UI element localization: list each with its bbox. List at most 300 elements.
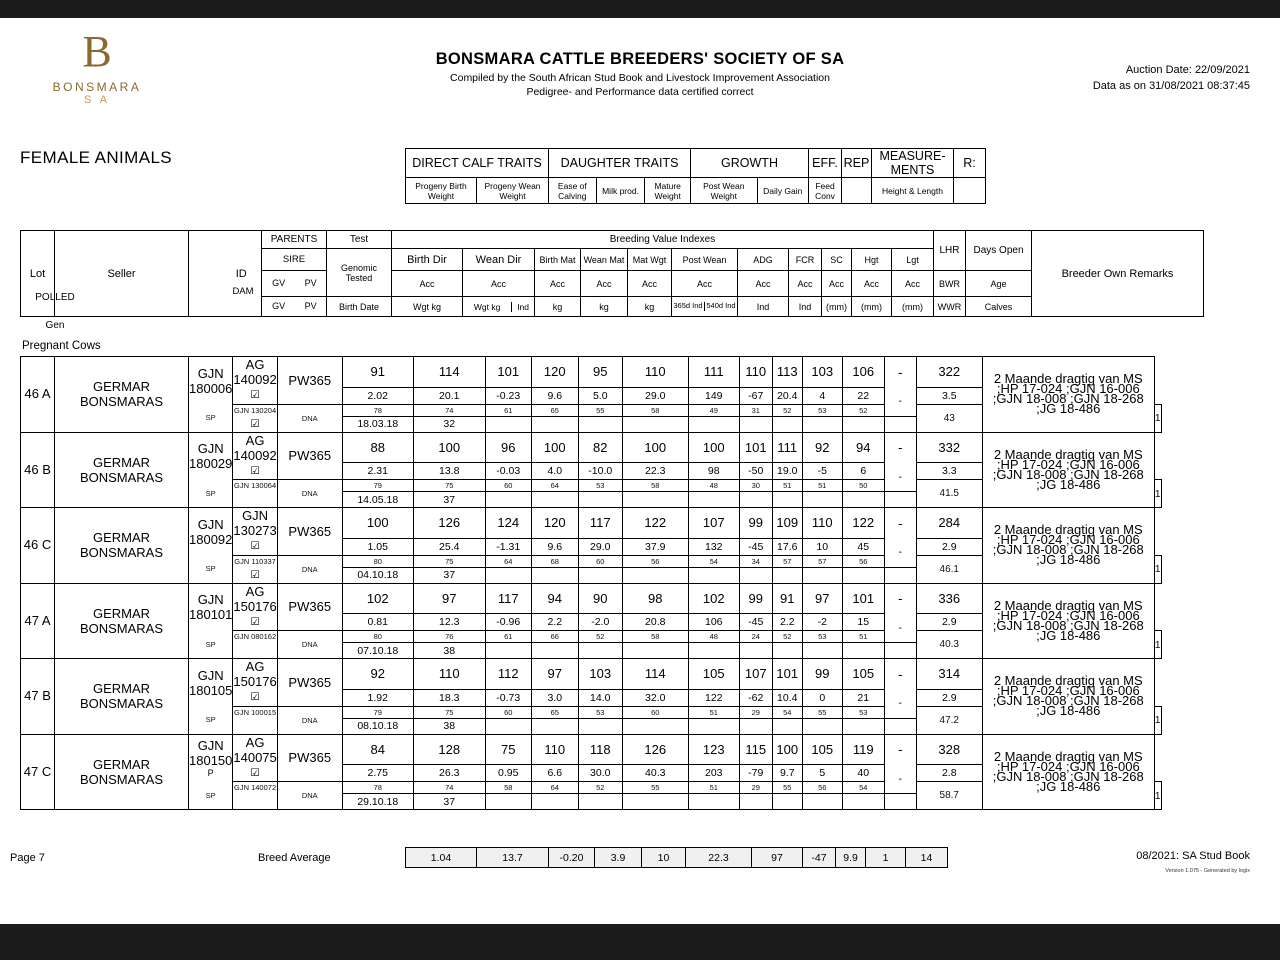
cell-r4-h xyxy=(772,718,802,734)
sub-daily-gain: Daily Gain xyxy=(757,178,808,204)
cell-lgt-index: 106 xyxy=(842,357,884,388)
cell-acc-birth-dir: 78 xyxy=(342,782,413,794)
dam-genomic-checkbox[interactable] xyxy=(233,794,277,810)
cell-r4-e xyxy=(622,718,688,734)
cell-test-dna: DNA xyxy=(277,631,342,659)
table-row[interactable] xyxy=(21,432,1162,508)
cell-gen: SP xyxy=(189,480,233,508)
cell-bwr: - xyxy=(884,614,916,643)
genomic-tested-checkbox[interactable]: ☑ xyxy=(233,614,277,631)
legend-gen: Gen xyxy=(45,320,65,331)
cell-acc-wean-dir: 75 xyxy=(413,480,485,492)
cell-calves: 1 xyxy=(1154,706,1161,734)
cell-dam: GJN 130064 xyxy=(234,481,277,491)
legend-sire-gv-pv xyxy=(262,271,327,297)
cell-wean-mat-kg: 3.0 xyxy=(531,689,578,706)
legend-sire-row xyxy=(262,249,327,271)
cell-wwr: 47.2 xyxy=(916,706,982,734)
cell-wean-dir-wgt: 20.1 xyxy=(413,387,485,404)
cell-adg-index: 102 xyxy=(688,583,739,614)
cell-wean-dir-index: 128 xyxy=(413,734,485,765)
cell-wwr: 58.7 xyxy=(916,782,982,810)
document-title: BONSMARA CATTLE BREEDERS' SOCIETY OF SA xyxy=(435,50,845,68)
cell-mat-wgt-index: 95 xyxy=(578,357,622,388)
section-row-label: Pregnant Cows xyxy=(22,340,101,352)
cell-calves: 1 xyxy=(1154,404,1161,432)
group-r: R: xyxy=(954,149,986,178)
female-animals-heading: FEMALE ANIMALS xyxy=(20,148,173,167)
dam-genomic-checkbox[interactable] xyxy=(233,718,277,734)
cell-post-wean-365: 20.8 xyxy=(622,614,688,631)
cell-acc-wean-mat: 68 xyxy=(531,555,578,567)
cell-age: 2.9 xyxy=(916,614,982,631)
cell-birth-dir-index: 100 xyxy=(342,508,413,539)
legend-mm-lgt: (mm) xyxy=(892,297,934,317)
cell-r4-b xyxy=(485,718,531,734)
cell-sc-mm: 10.4 xyxy=(772,689,802,706)
sub-mature-weight: Mature Weight xyxy=(645,178,691,204)
cell-acc-fcr: 31 xyxy=(739,404,772,416)
cell-acc-birth-mat: 64 xyxy=(485,555,531,567)
cell-birth-mat-index: 96 xyxy=(485,432,531,463)
cell-gen: SP xyxy=(189,404,233,432)
legend-sire-pv: PV xyxy=(304,278,317,289)
bavg-wean-dir: 13.7 xyxy=(477,848,549,868)
cell-fcr-ind: -50 xyxy=(739,463,772,480)
cell-post-wean-365: 37.9 xyxy=(622,538,688,555)
cell-post-wean-index: 122 xyxy=(622,508,688,539)
cell-dam: GJN 100015 xyxy=(234,707,277,717)
cell-adg-ind: 132 xyxy=(688,538,739,555)
legend-bvi: Breeding Value Indexes xyxy=(392,231,934,249)
cell-remarks: 2 Maande dragtig van MS ;HP 17-024 ;GJN 16-006 ;GJN 18-008 ;GJN 18-268 ;JG 18-486 xyxy=(982,357,1154,433)
dam-genomic-checkbox[interactable] xyxy=(233,492,277,508)
cell-sc-mm: 19.0 xyxy=(772,463,802,480)
cell-hgt-mm: -5 xyxy=(802,463,842,480)
cell-acc-birth-mat: 60 xyxy=(485,480,531,492)
cell-r4-f xyxy=(688,718,739,734)
cell-days-open: 284 xyxy=(916,508,982,539)
cell-r4-f xyxy=(688,492,739,508)
cell-acc-hgt: 53 xyxy=(802,404,842,416)
group-measurements: MEASURE-MENTS xyxy=(872,149,954,178)
cell-wean-mat-kg: 4.0 xyxy=(531,463,578,480)
cell-acc-lgt: 50 xyxy=(842,480,884,492)
cell-hgt-mm: -2 xyxy=(802,614,842,631)
cell-remarks: 2 Maande dragtig van MS ;HP 17-024 ;GJN 16-006 ;GJN 18-008 ;GJN 18-268 ;JG 18-486 xyxy=(982,432,1154,508)
cell-r4-e xyxy=(622,567,688,583)
cell-bwr: - xyxy=(884,538,916,567)
cell-birth-mat-index: 124 xyxy=(485,508,531,539)
cell-acc-wean-dir: 76 xyxy=(413,631,485,643)
cell-wean-dir-index: 110 xyxy=(413,659,485,690)
cell-post-wean-index: 110 xyxy=(622,357,688,388)
breed-average-table xyxy=(405,847,948,868)
cell-acc-post-wean: 58 xyxy=(622,631,688,643)
cell-test-dna: DNA xyxy=(277,706,342,734)
legend-bwr: BWR xyxy=(934,271,966,297)
cell-post-wean-365: 22.3 xyxy=(622,463,688,480)
cell-calves: 1 xyxy=(1154,782,1161,810)
cell-acc-post-wean: 58 xyxy=(622,404,688,416)
group-eff: EFF. xyxy=(809,149,842,178)
cell-birth-mat-kg: -0.23 xyxy=(485,387,531,404)
cell-wean-mat-index: 97 xyxy=(531,659,578,690)
version-footer: Version 1.075 - Generated by logix xyxy=(1165,868,1250,874)
cell-acc-wean-mat: 64 xyxy=(531,782,578,794)
cell-id: GJN 180101 xyxy=(189,583,233,631)
cell-r4-d xyxy=(578,492,622,508)
group-rep: REP xyxy=(842,149,872,178)
cell-hgt-index: 97 xyxy=(802,583,842,614)
cell-bwr: - xyxy=(884,765,916,794)
dam-genomic-checkbox[interactable]: ☑ xyxy=(233,567,277,583)
cell-r4-d xyxy=(578,794,622,810)
cell-acc-fcr: 29 xyxy=(739,706,772,718)
legend-365d-ind: 365d Ind xyxy=(673,301,703,311)
cell-birth-mat-index: 112 xyxy=(485,659,531,690)
legend-lhr: LHR xyxy=(934,231,966,271)
cell-mat-wgt-index: 118 xyxy=(578,734,622,765)
cell-sire: AG 140092 xyxy=(233,432,277,463)
cell-r4-e xyxy=(622,492,688,508)
auction-date: Auction Date: 22/09/2021 xyxy=(1125,64,1250,76)
cell-birth-dir-index: 88 xyxy=(342,432,413,463)
cell-r4-wgt: 32 xyxy=(413,416,485,432)
cell-r4-e xyxy=(622,643,688,659)
legend-parents: PARENTS xyxy=(262,231,327,249)
cell-seller: GERMAR BONSMARAS xyxy=(55,734,189,810)
cell-acc-mat-wgt: 60 xyxy=(578,555,622,567)
cell-sire: AG 140092 xyxy=(233,357,277,387)
dam-genomic-checkbox[interactable]: ☑ xyxy=(233,416,277,432)
cell-test-dna: DNA xyxy=(277,480,342,508)
cell-adg-ind: 122 xyxy=(688,689,739,706)
cell-test-pw: PW365 xyxy=(277,432,342,480)
cell-lgt-index: 122 xyxy=(842,508,884,539)
table-row[interactable] xyxy=(21,734,1162,810)
group-daughter-traits: DAUGHTER TRAITS xyxy=(549,149,691,178)
cell-wean-dir-wgt: 13.8 xyxy=(413,463,485,480)
cell-sire: AG 150176 xyxy=(233,583,277,614)
page-number: Page 7 xyxy=(10,852,45,864)
cell-lgt-mm: 15 xyxy=(842,614,884,631)
cell-gen: SP xyxy=(189,555,233,583)
cell-dam: GJN 140072 xyxy=(234,783,277,793)
legend-ind-fcr: Ind xyxy=(789,297,822,317)
cell-acc-sc: 57 xyxy=(772,555,802,567)
cell-gen: SP xyxy=(189,706,233,734)
cell-test-pw: PW365 xyxy=(277,659,342,707)
cell-lgt-mm: 21 xyxy=(842,689,884,706)
table-row[interactable] xyxy=(21,659,1162,735)
cell-acc-post-wean: 56 xyxy=(622,555,688,567)
cell-r4-i xyxy=(802,416,842,432)
legend-birth-dir: Birth Dir xyxy=(392,249,463,271)
legend-calves: Calves xyxy=(966,297,1032,317)
cell-acc-fcr: 24 xyxy=(739,631,772,643)
group-direct-calf-traits: DIRECT CALF TRAITS xyxy=(406,149,549,178)
cell-test-pw: PW365 xyxy=(277,508,342,556)
cell-acc-wean-mat: 64 xyxy=(531,480,578,492)
legend-acc-sc: Acc xyxy=(822,271,852,297)
cell-wean-dir-wgt: 26.3 xyxy=(413,765,485,782)
cell-lgt-index: 105 xyxy=(842,659,884,690)
bavg-wean-mat: 3.9 xyxy=(595,848,642,868)
cell-wean-dir-index: 126 xyxy=(413,508,485,539)
cell-birth-dir-wgt: 2.02 xyxy=(342,387,413,404)
legend-hgt: Hgt xyxy=(852,249,892,271)
cell-hgt-mm: 5 xyxy=(802,765,842,782)
cell-calves: 1 xyxy=(1154,555,1161,583)
cell-acc-post-wean: 58 xyxy=(622,480,688,492)
cell-r4-b xyxy=(485,492,531,508)
genomic-tested-checkbox[interactable]: ☑ xyxy=(233,387,277,404)
cell-acc-post-wean: 55 xyxy=(622,782,688,794)
cell-sc-index: 113 xyxy=(772,357,802,388)
cell-post-wean-index: 126 xyxy=(622,734,688,765)
cell-birth-dir-wgt: 0.81 xyxy=(342,614,413,631)
cell-birth-mat-index: 101 xyxy=(485,357,531,388)
cell-acc-mat-wgt: 53 xyxy=(578,706,622,718)
cell-seller: GERMAR BONSMARAS xyxy=(55,432,189,508)
legend-acc-birth-mat: Acc xyxy=(535,271,581,297)
legend-polled: POLLED xyxy=(35,292,75,303)
cell-post-wean-365: 40.3 xyxy=(622,765,688,782)
cell-r4-k xyxy=(884,643,916,659)
cell-mat-wgt-kg: -10.0 xyxy=(578,463,622,480)
cell-acc-mat-wgt: 53 xyxy=(578,480,622,492)
cell-sc-mm: 20.4 xyxy=(772,387,802,404)
genomic-tested-checkbox[interactable]: ☑ xyxy=(233,689,277,706)
legend-adg: ADG xyxy=(738,249,789,271)
cell-adg-index: 111 xyxy=(688,357,739,388)
bavg-adg: 97 xyxy=(752,848,803,868)
cell-r4-h xyxy=(772,643,802,659)
cell-r4-f xyxy=(688,794,739,810)
sub-ease-of-calving: Ease of Calving xyxy=(549,178,597,204)
cell-mat-wgt-index: 90 xyxy=(578,583,622,614)
cell-adg-ind: 149 xyxy=(688,387,739,404)
cell-acc-adg: 49 xyxy=(688,404,739,416)
cell-r4-j xyxy=(842,567,884,583)
logo-mark-icon: Β xyxy=(82,27,112,76)
cell-r4-g xyxy=(739,643,772,659)
cell-wwr: 40.3 xyxy=(916,631,982,659)
data-as-on: Data as on 31/08/2021 08:37:45 xyxy=(1092,80,1250,92)
cell-acc-sc: 55 xyxy=(772,782,802,794)
cell-r4-f xyxy=(688,567,739,583)
legend-acc-wean-mat: Acc xyxy=(581,271,628,297)
cell-seller: GERMAR BONSMARAS xyxy=(55,357,189,433)
cell-sire: AG 150176 xyxy=(233,659,277,689)
cell-lgt-mm: 6 xyxy=(842,463,884,480)
document-page xyxy=(0,18,1280,924)
cell-sc-mm: 17.6 xyxy=(772,538,802,555)
cell-days-open: 314 xyxy=(916,659,982,690)
cell-adg-index: 105 xyxy=(688,659,739,690)
legend-dam-gv: GV xyxy=(272,301,286,312)
cell-seller: GERMAR BONSMARAS xyxy=(55,508,189,584)
table-row[interactable] xyxy=(21,583,1162,659)
cell-days-open: 322 xyxy=(916,357,982,388)
legend-age: Age xyxy=(966,271,1032,297)
cell-wean-dir-index: 100 xyxy=(413,432,485,463)
cell-r4-i xyxy=(802,567,842,583)
cell-r4-j xyxy=(842,492,884,508)
genomic-tested-checkbox[interactable]: ☑ xyxy=(233,765,277,782)
cell-id xyxy=(189,734,233,782)
cell-fcr-index: 110 xyxy=(739,357,772,388)
cell-acc-wean-dir: 74 xyxy=(413,782,485,794)
cell-r4-k xyxy=(884,492,916,508)
genomic-tested-checkbox[interactable]: ☑ xyxy=(233,463,277,480)
legend-lgt: Lgt xyxy=(892,249,934,271)
cell-hgt-mm: 10 xyxy=(802,538,842,555)
cell-acc-lgt: 52 xyxy=(842,404,884,416)
legend-ind-2: Ind xyxy=(512,302,534,312)
trait-group-header xyxy=(405,148,986,204)
cell-calves: 1 xyxy=(1154,480,1161,508)
legend-acc-lgt: Acc xyxy=(892,271,934,297)
cell-r4-wgt: 37 xyxy=(413,492,485,508)
cell-acc-adg: 51 xyxy=(688,706,739,718)
page-header xyxy=(0,18,1280,136)
cell-lhr: - xyxy=(884,583,916,614)
legend-remarks: Breeder Own Remarks xyxy=(1032,231,1204,317)
cell-wean-mat-index: 94 xyxy=(531,583,578,614)
sub-rep-blank xyxy=(842,178,872,204)
cell-lhr: - xyxy=(884,357,916,388)
legend-dam: DAM xyxy=(232,286,254,297)
cell-wean-dir-index: 97 xyxy=(413,583,485,614)
cell-post-wean-index: 114 xyxy=(622,659,688,690)
cell-mat-wgt-kg: 14.0 xyxy=(578,689,622,706)
cell-acc-birth-dir: 79 xyxy=(342,480,413,492)
cell-sc-index: 91 xyxy=(772,583,802,614)
legend-mm-sc: (mm) xyxy=(822,297,852,317)
cell-id: GJN 180006 xyxy=(189,357,233,405)
cell-r4-i xyxy=(802,794,842,810)
cell-acc-wean-dir: 74 xyxy=(413,404,485,416)
cell-lhr: - xyxy=(884,734,916,765)
cell-post-wean-index: 98 xyxy=(622,583,688,614)
cell-mat-wgt-index: 103 xyxy=(578,659,622,690)
cell-lgt-mm: 40 xyxy=(842,765,884,782)
cell-calves: 1 xyxy=(1154,631,1161,659)
cell-birth-mat-index: 75 xyxy=(485,734,531,765)
cell-r4-b xyxy=(485,643,531,659)
legend-acc-birth-dir: Acc xyxy=(392,271,463,297)
cell-birth-dir-wgt: 2.75 xyxy=(342,765,413,782)
cell-r4-j xyxy=(842,718,884,734)
column-legend xyxy=(20,230,1204,317)
cell-acc-lgt: 56 xyxy=(842,555,884,567)
title-block xyxy=(300,50,980,98)
legend-mat-wgt: Mat Wgt xyxy=(628,249,672,271)
cell-test-dna: DNA xyxy=(277,782,342,810)
cell-sire: GJN 130273 xyxy=(233,508,277,538)
cell-r4-e xyxy=(622,416,688,432)
legend-kg-mat-wgt: kg xyxy=(628,297,672,317)
cell-birth-dir-index: 91 xyxy=(342,357,413,388)
legend-wwr: WWR xyxy=(934,297,966,317)
dam-genomic-checkbox[interactable] xyxy=(233,643,277,659)
cell-wean-mat-index: 110 xyxy=(531,734,578,765)
cell-r4-h xyxy=(772,492,802,508)
cell-lot: 46 B xyxy=(21,432,55,508)
cell-sc-index: 111 xyxy=(772,432,802,463)
cell-birth-mat-kg: 0.95 xyxy=(485,765,531,782)
cell-birth-dir-index: 102 xyxy=(342,583,413,614)
cell-r4-wgt: 37 xyxy=(413,567,485,583)
cell-r4-d xyxy=(578,567,622,583)
cell-acc-hgt: 56 xyxy=(802,782,842,794)
cell-birth-date: 04.10.18 xyxy=(342,567,413,583)
cell-wean-dir-index: 114 xyxy=(413,357,485,388)
genomic-tested-checkbox[interactable]: ☑ xyxy=(233,538,277,555)
cell-remarks: 2 Maande dragtig van MS ;HP 17-024 ;GJN 16-006 ;GJN 18-008 ;GJN 18-268 ;JG 18-486 xyxy=(982,508,1154,584)
cell-lot: 47 B xyxy=(21,659,55,735)
legend-acc-wean-dir: Acc xyxy=(463,271,535,297)
cell-wean-mat-index: 120 xyxy=(531,508,578,539)
document-subtitle-2: Pedigree- and Performance data certified correct xyxy=(526,86,754,98)
cell-r4-h xyxy=(772,567,802,583)
table-row[interactable] xyxy=(21,508,1162,584)
cell-birth-mat-kg: -0.73 xyxy=(485,689,531,706)
cell-r4-d xyxy=(578,416,622,432)
cell-days-open: 336 xyxy=(916,583,982,614)
cell-acc-birth-dir: 79 xyxy=(342,706,413,718)
auction-info xyxy=(1093,62,1250,94)
cell-remarks: 2 Maande dragtig van MS ;HP 17-024 ;GJN 16-006 ;GJN 18-008 ;GJN 18-268 ;JG 18-486 xyxy=(982,583,1154,659)
cell-acc-lgt: 53 xyxy=(842,706,884,718)
cell-birth-mat-index: 117 xyxy=(485,583,531,614)
table-row[interactable] xyxy=(21,357,1162,433)
cell-acc-birth-dir: 80 xyxy=(342,555,413,567)
cell-birth-date: 07.10.18 xyxy=(342,643,413,659)
legend-wgt-kg-1: Wgt kg xyxy=(392,297,463,317)
cell-r4-i xyxy=(802,718,842,734)
cell-wean-mat-kg: 2.2 xyxy=(531,614,578,631)
bavg-sc: 9.9 xyxy=(836,848,866,868)
cell-acc-fcr: 29 xyxy=(739,782,772,794)
cell-polled: P xyxy=(207,768,214,778)
cell-id: GJN 180029 xyxy=(189,432,233,480)
cell-fcr-index: 101 xyxy=(739,432,772,463)
cell-dam: GJN 080162 xyxy=(234,632,277,642)
legend-id-blank xyxy=(189,231,222,317)
cell-lgt-mm: 22 xyxy=(842,387,884,404)
bavg-fcr: -47 xyxy=(803,848,836,868)
cell-bwr: - xyxy=(884,463,916,492)
cell-lot: 46 A xyxy=(21,357,55,433)
cell-acc-wean-mat: 65 xyxy=(531,404,578,416)
legend-sire-gv: GV xyxy=(272,278,286,289)
cell-fcr-index: 99 xyxy=(739,583,772,614)
sub-feed-conv: Feed Conv xyxy=(809,178,842,204)
cell-birth-date: 08.10.18 xyxy=(342,718,413,734)
breed-average-label: Breed Average xyxy=(258,852,331,864)
cell-id: GJN 180092 xyxy=(189,508,233,556)
legend-sc: SC xyxy=(822,249,852,271)
cell-r4-i xyxy=(802,492,842,508)
legend-wean-mat: Wean Mat xyxy=(581,249,628,271)
cell-post-wean-365: 29.0 xyxy=(622,387,688,404)
cell-wean-mat-kg: 9.6 xyxy=(531,538,578,555)
sub-r-blank xyxy=(954,178,986,204)
legend-test: Test xyxy=(327,231,392,249)
